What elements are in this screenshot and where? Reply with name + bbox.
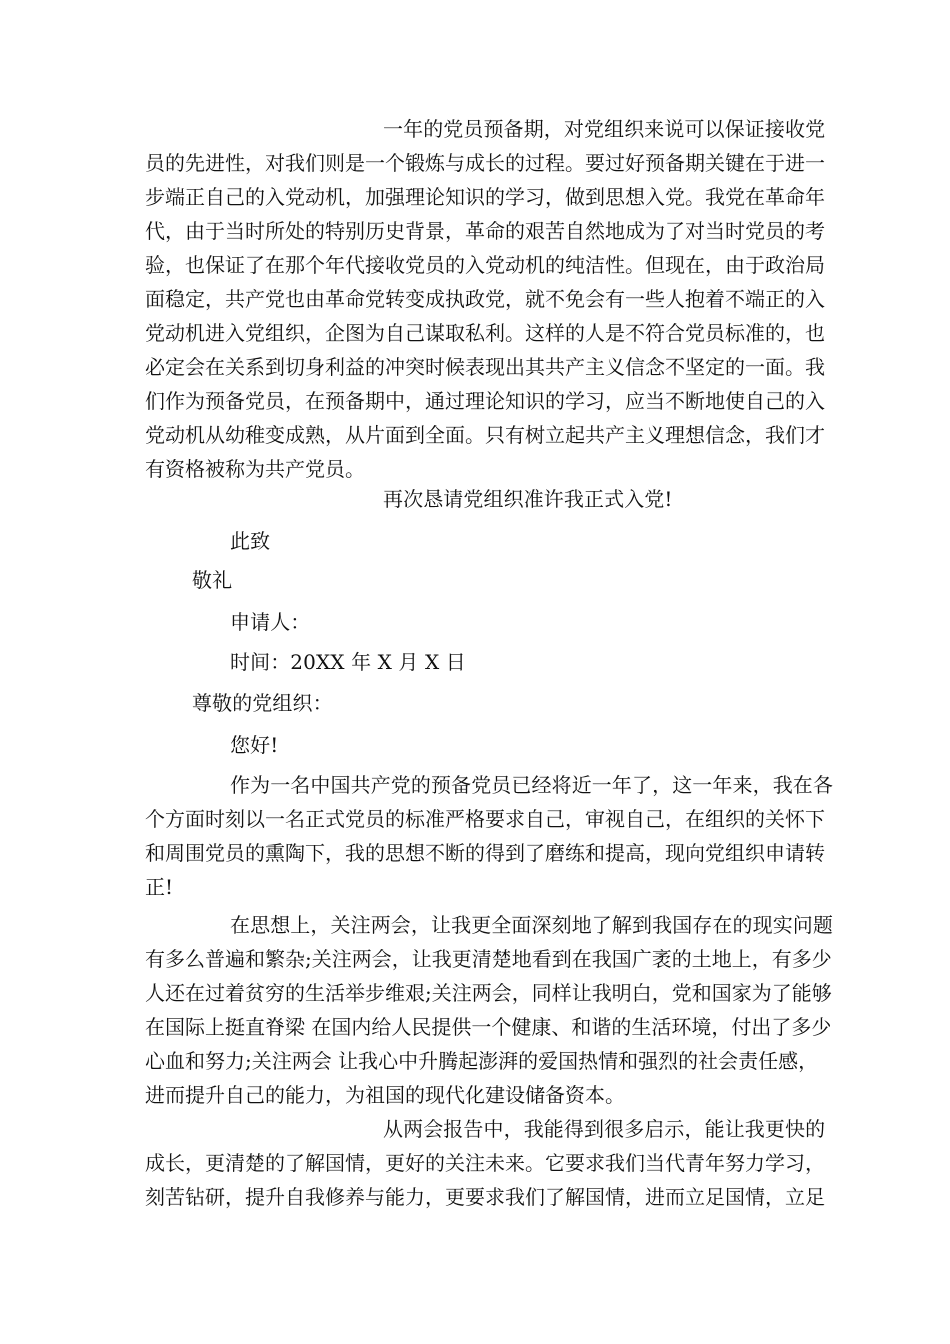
para3-body <box>145 942 832 1112</box>
para3-line-2: 有多么普遍和繁杂;关注两会，让我更清楚地看到在我国广袤的土地上，有多少 <box>145 947 832 971</box>
para2-line-1: 作为一名中国共产党的预备党员已经将近一年了，这一年来，我在各 <box>230 773 833 797</box>
para3-line-4: 在国际上挺直脊梁 在国内给人民提供一个健康、和谐的生活环境，付出了多少 <box>145 1015 832 1039</box>
para1-line-1: 一年的党员预备期，对党组织来说可以保证接收党 <box>383 117 826 141</box>
para1-line-2: 员的先进性，对我们则是一个锻炼与成长的过程。要过好预备期关键在于进一 <box>145 151 825 175</box>
para1-line-3: 步端正自己的入党动机，加强理论知识的学习，做到思想入党。我党在革命年 <box>145 185 825 209</box>
para3-line-5: 心血和努力;关注两会 让我心中升腾起澎湃的爱国热情和强烈的社会责任感， <box>145 1049 819 1073</box>
closing-cizhi: 此致 <box>230 529 271 553</box>
para4-line-1: 从两会报告中，我能得到很多启示，能让我更快的 <box>383 1117 826 1141</box>
para1-line-6: 面稳定，共产党也由革命党转变成执政党，就不免会有一些人抱着不端正的入 <box>145 287 825 311</box>
salutation: 尊敬的党组织： <box>192 691 333 715</box>
date-line: 时间：20XX 年 X 月 X 日 <box>230 650 466 674</box>
para1-line-4: 代，由于当时所处的特别历史背景，革命的艰苦自然地成为了对当时党员的考 <box>145 219 825 243</box>
applicant-label: 申请人： <box>230 610 311 634</box>
para1-line-10: 党动机从幼稚变成熟，从片面到全面。只有树立起共产主义理想信念，我们才 <box>145 423 825 447</box>
para2-line-3: 和周围党员的熏陶下，我的思想不断的得到了磨练和提高，现向党组织申请转 <box>145 841 825 865</box>
closing-jingli: 敬礼 <box>192 568 233 592</box>
para4-body <box>145 1146 825 1214</box>
para1-body <box>145 146 825 486</box>
para1-line-5: 验，也保证了在那个年代接收党员的入党动机的纯洁性。但现在，由于政治局 <box>145 253 825 277</box>
para1-line-7: 党动机进入党组织，企图为自己谋取私利。这样的人是不符合党员标准的，也 <box>145 321 825 345</box>
para4-line-3: 刻苦钻研，提升自我修养与能力，更要求我们了解国情，进而立足国情，立足 <box>145 1185 825 1209</box>
para1-line-9: 们作为预备党员，在预备期中，通过理论知识的学习，应当不断地使自己的入 <box>145 389 825 413</box>
greeting: 您好! <box>230 733 279 757</box>
para2-line-4: 正! <box>145 875 174 899</box>
para3-line-3: 人还在过着贫穷的生活举步维艰;关注两会，同样让我明白，党和国家为了能够 <box>145 981 832 1005</box>
para2-body <box>145 802 825 904</box>
para3-line-6: 进而提升自己的能力，为祖国的现代化建设储备资本。 <box>145 1083 625 1107</box>
para1-line-11: 有资格被称为共产党员。 <box>145 457 365 481</box>
request-line: 再次恳请党组织准许我正式入党! <box>383 487 673 511</box>
para4-line-2: 成长，更清楚的了解国情，更好的关注未来。它要求我们当代青年努力学习， <box>145 1151 825 1175</box>
para2-line-2: 个方面时刻以一名正式党员的标准严格要求自己，审视自己，在组织的关怀下 <box>145 807 825 831</box>
para1-line-8: 必定会在关系到切身利益的冲突时候表现出其共产主义信念不坚定的一面。我 <box>145 355 825 379</box>
para3-line-1: 在思想上，关注两会，让我更全面深刻地了解到我国存在的现实问题 <box>230 913 833 937</box>
